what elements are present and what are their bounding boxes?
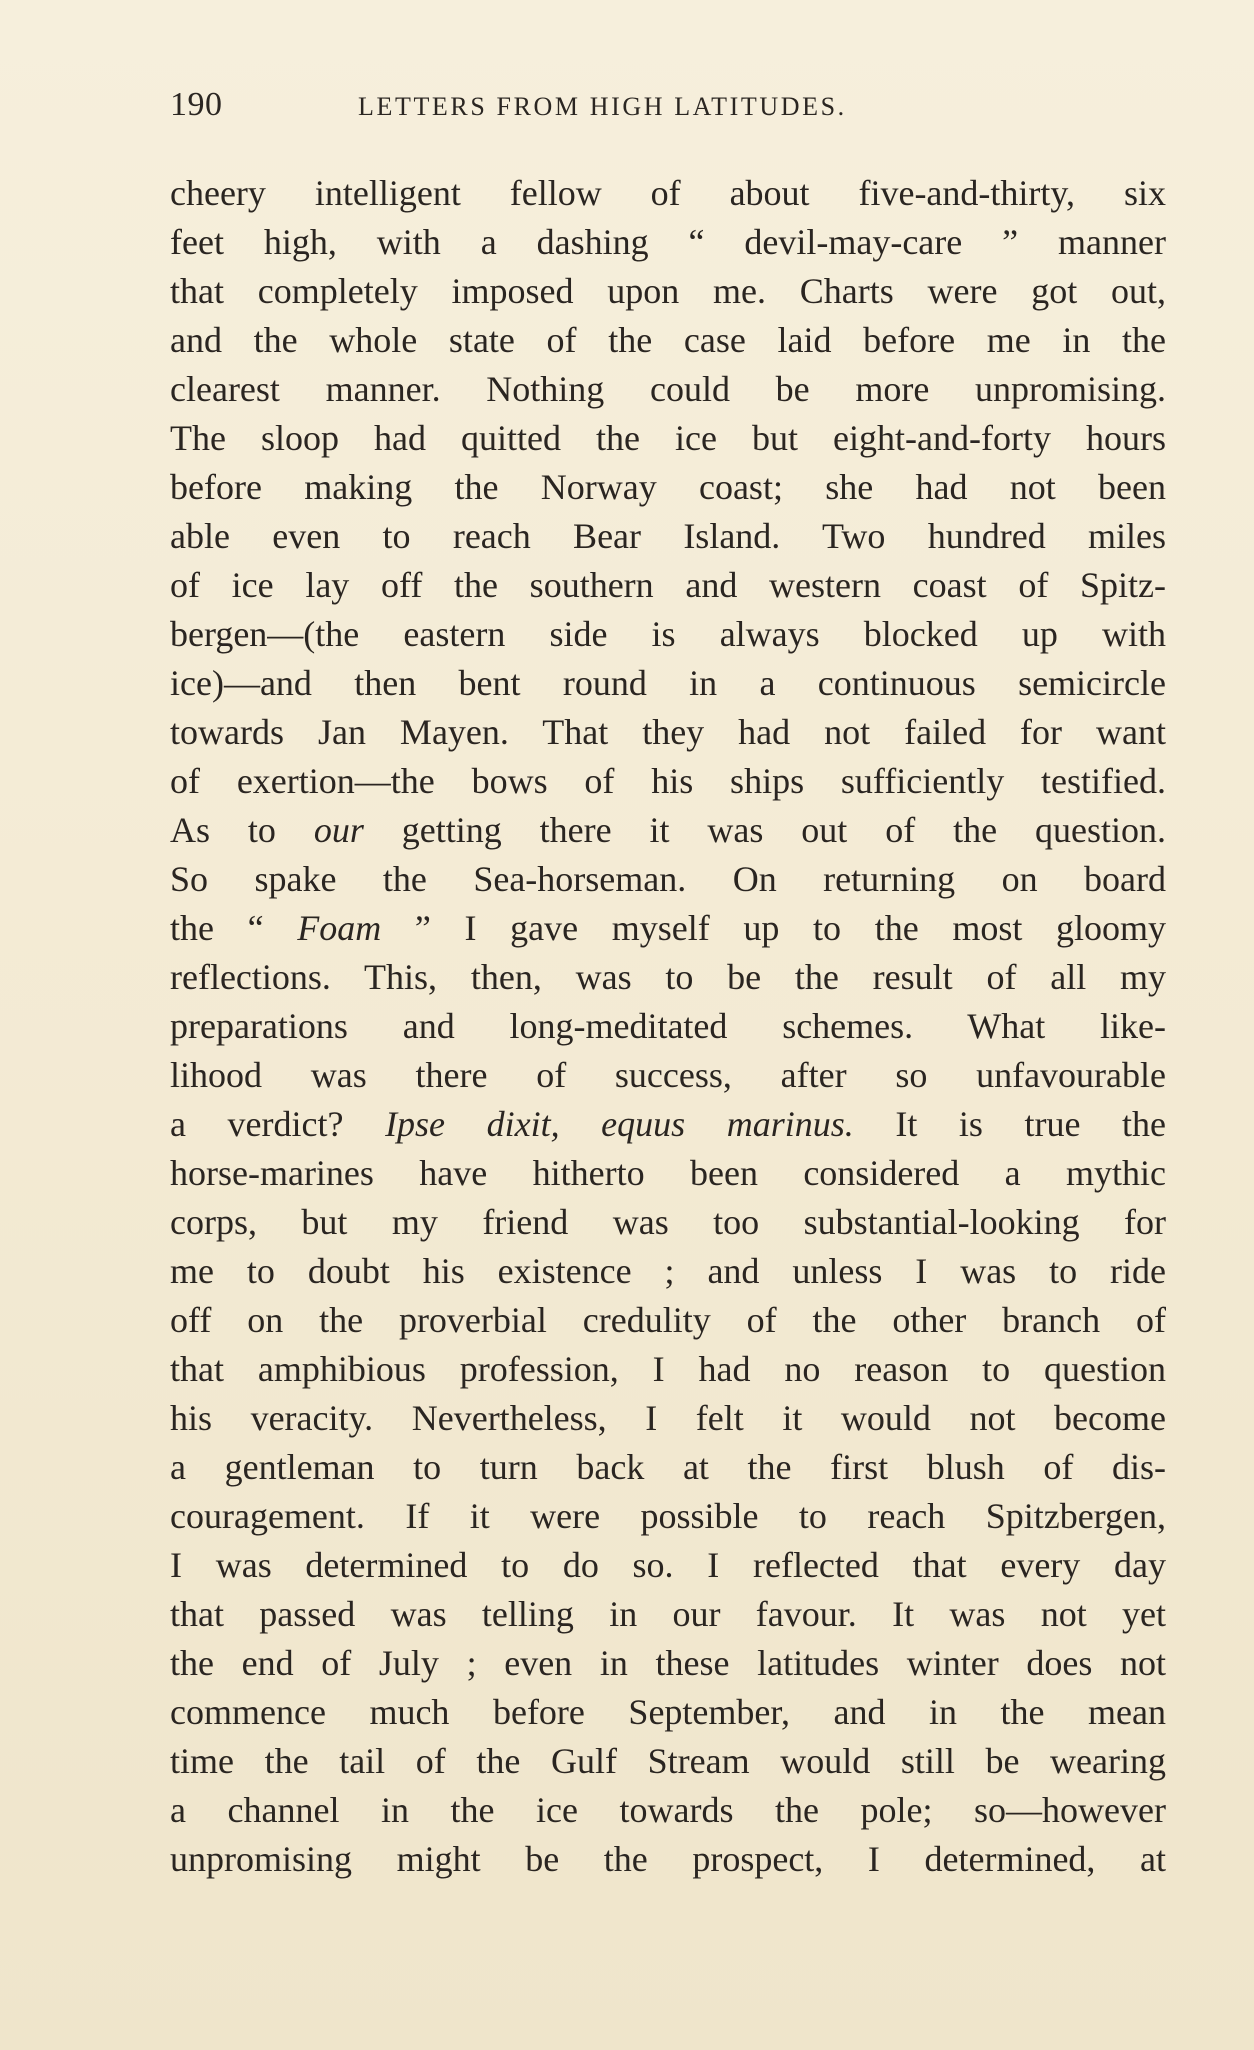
text-line: and the whole state of the case laid before me in the [170, 320, 1166, 360]
text-line: feet high, with a dashing “ devil-may-care ” manner [170, 222, 1166, 262]
text-line: the end of July ; even in these latitudes winter does not [170, 1643, 1166, 1683]
page-number: 190 [170, 86, 223, 123]
text-line: lihood was there of success, after so unfavourable [170, 1055, 1166, 1095]
text-line: clearest manner. Nothing could be more unpromising. [170, 369, 1166, 409]
text-line: towards Jan Mayen. That they had not failed for want [170, 712, 1166, 752]
text-line: ice)—and then bent round in a continuous semicircle [170, 663, 1166, 703]
text-line: before making the Norway coast; she had not been [170, 467, 1166, 507]
text-line: of exertion—the bows of his ships sufficiently testified. [170, 761, 1166, 801]
text-line: time the tail of the Gulf Stream would still be wearing [170, 1741, 1166, 1781]
text-line-with-italic [170, 904, 1166, 953]
text-line: of ice lay off the southern and western coast of Spitz- [170, 565, 1166, 605]
text-line: couragement. If it were possible to reach Spitzbergen, [170, 1496, 1166, 1536]
text-line: bergen—(the eastern side is always blocked up with [170, 614, 1166, 654]
line-text-before: a verdict? [170, 1104, 386, 1144]
text-line: that completely imposed upon me. Charts were got out, [170, 271, 1166, 311]
text-line: unpromising might be the prospect, I determined, at [170, 1839, 1166, 1879]
italic-word: our [313, 810, 364, 850]
line-text-after: It is true the [853, 1104, 1167, 1144]
text-line: horse-marines have hitherto been considered a mythic [170, 1153, 1166, 1193]
text-line-with-italic [170, 1100, 1166, 1149]
body-text [170, 169, 1166, 1884]
text-line: The sloop had quitted the ice but eight-and-forty hours [170, 418, 1166, 458]
text-line: preparations and long-meditated schemes. What like- [170, 1006, 1166, 1046]
text-line: commence much before September, and in the mean [170, 1692, 1166, 1732]
text-line: a channel in the ice towards the pole; so—however [170, 1790, 1166, 1830]
text-line: a gentleman to turn back at the first blush of dis- [170, 1447, 1166, 1487]
text-line: So spake the Sea-horseman. On returning on board [170, 859, 1166, 899]
text-line: me to doubt his existence ; and unless I was to ride [170, 1251, 1166, 1291]
running-title: LETTERS FROM HIGH LATITUDES. [358, 92, 847, 121]
text-line: I was determined to do so. I reflected that every day [170, 1545, 1166, 1585]
italic-latin-phrase: Ipse dixit, equus marinus. [385, 1104, 854, 1144]
line-text-before: the “ [170, 908, 298, 948]
text-line: corps, but my friend was too substantial-looking for [170, 1202, 1166, 1242]
italic-ship-name: Foam [297, 908, 382, 948]
text-line-with-italic [170, 806, 1166, 855]
text-line: able even to reach Bear Island. Two hundred miles [170, 516, 1166, 556]
text-line: that amphibious profession, I had no reason to question [170, 1349, 1166, 1389]
line-text-before: As to [170, 810, 314, 850]
line-text-after: getting there it was out of the question. [363, 810, 1166, 850]
text-line: that passed was telling in our favour. It was not yet [170, 1594, 1166, 1634]
text-line: reflections. This, then, was to be the result of all my [170, 957, 1166, 997]
line-text-after: ” I gave myself up to the most gloomy [381, 908, 1166, 948]
text-line: off on the proverbial credulity of the other branch of [170, 1300, 1166, 1340]
text-line: his veracity. Nevertheless, I felt it would not become [170, 1398, 1166, 1438]
text-line: cheery intelligent fellow of about five-and-thirty, six [170, 173, 1166, 213]
page-header [170, 86, 1070, 136]
